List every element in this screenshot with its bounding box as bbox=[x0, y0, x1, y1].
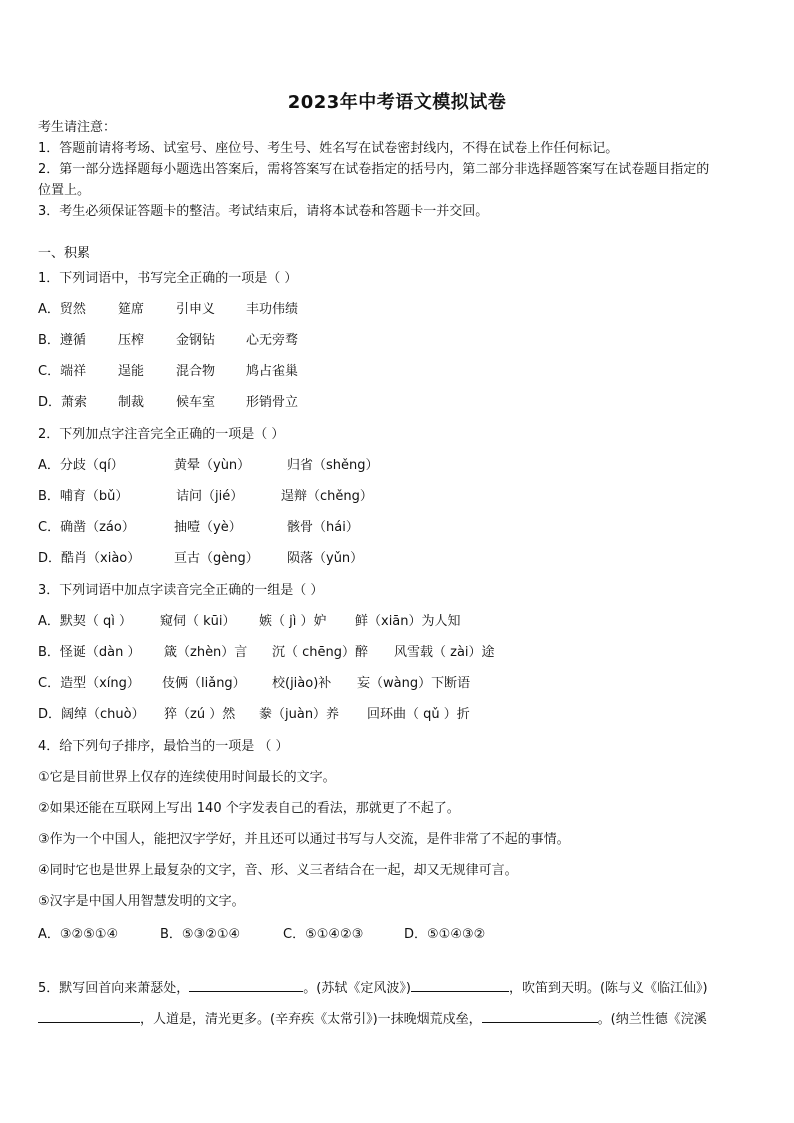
option-item: 诘问（jié） bbox=[176, 489, 244, 504]
option-item: A．分歧（qí） bbox=[38, 458, 124, 473]
notice-item: 1．答题前请将考场、试室号、座位号、考生号、姓名写在试卷密封线内，不得在试卷上作任何标记。 bbox=[38, 141, 619, 156]
option-word: 混合物 bbox=[176, 364, 216, 379]
q5-text: 。(纳兰性德《浣溪 bbox=[597, 1012, 707, 1027]
answer-blank[interactable] bbox=[411, 979, 509, 992]
option-word: 候车室 bbox=[176, 395, 216, 410]
notice-item: 2．第一部分选择题每小题选出答案后，需将答案写在试卷指定的括号内，第二部分非选择题答案写在试卷题目指定的 bbox=[38, 162, 710, 177]
notice-item: 位置上。 bbox=[38, 183, 91, 198]
option-item: D．酷肖（xiào） bbox=[38, 551, 141, 566]
option-item: 逞辩（chěng） bbox=[281, 489, 373, 504]
option-item: 妄（wàng）下断语 bbox=[357, 676, 471, 691]
notice-item: 3．考生必须保证答题卡的整洁。考试结束后，请将本试卷和答题卡一并交回。 bbox=[38, 204, 489, 219]
section-heading: 一、积累 bbox=[38, 246, 91, 261]
option-item: 豢（juàn）养 bbox=[259, 707, 340, 722]
page-title: 2023年中考语文模拟试卷 bbox=[287, 92, 507, 113]
option-item: 猝（zú ）然 bbox=[164, 707, 236, 722]
option-item: 箴（zhèn）言 bbox=[164, 645, 248, 660]
option-label: C．端祥 bbox=[38, 364, 87, 379]
option-word: 形销骨立 bbox=[246, 395, 299, 410]
q5-text: ，吹笛到天明。(陈与义《临江仙》) bbox=[508, 981, 708, 996]
option-item: 亘古（gèng） bbox=[174, 551, 259, 566]
option-item: C．造型（xíng） bbox=[38, 676, 140, 691]
question-1-stem: 1．下列词语中，书写完全正确的一项是（ ） bbox=[38, 271, 298, 286]
option-label: A．贸然 bbox=[38, 302, 86, 317]
q5-text: 5．默写回首向来萧瑟处， bbox=[38, 981, 190, 996]
option-item: 回环曲（ qǔ ）折 bbox=[367, 707, 470, 722]
option-item: 黄晕（yùn） bbox=[174, 458, 251, 473]
option-word: 逞能 bbox=[118, 364, 145, 379]
option-word: 压榨 bbox=[118, 333, 145, 348]
sentence-item: ②如果还能在互联网上写出 140 个字发表自己的看法，那就更了不起了。 bbox=[38, 801, 460, 816]
sentence-item: ③作为一个中国人，能把汉字学好，并且还可以通过书写与人交流，是件非常了不起的事情。 bbox=[38, 832, 570, 847]
option-item: 伎俩（liǎng） bbox=[162, 676, 246, 691]
option-item: B．哺育（bǔ） bbox=[38, 489, 129, 504]
option-item: D．阔绰（chuò） bbox=[38, 707, 145, 722]
q5-text: 。(苏轼《定风波》) bbox=[303, 981, 411, 996]
answer-blank[interactable] bbox=[189, 979, 303, 992]
option-item: 窥伺（ kūi） bbox=[160, 614, 236, 629]
option-item: 陨落（yǔn） bbox=[287, 551, 364, 566]
sentence-item: ⑤汉字是中国人用智慧发明的文字。 bbox=[38, 894, 245, 909]
option-item: 校(jiào)补 bbox=[272, 676, 332, 691]
option-item: 抽噎（yè） bbox=[174, 520, 242, 535]
option-item: B．⑤③②①④ bbox=[160, 927, 241, 942]
option-word: 引申义 bbox=[176, 302, 216, 317]
option-item: C．确凿（záo） bbox=[38, 520, 135, 535]
question-5-line-1 bbox=[38, 979, 708, 997]
option-item: 沉（ chēng）醉 bbox=[272, 645, 369, 660]
option-item: B．怪诞（dàn ） bbox=[38, 645, 141, 660]
option-item: C．⑤①④②③ bbox=[283, 927, 364, 942]
option-label: D．萧索 bbox=[38, 395, 88, 410]
sentence-item: ①它是目前世界上仅存的连续使用时间最长的文字。 bbox=[38, 770, 336, 785]
answer-blank[interactable] bbox=[38, 1010, 140, 1023]
option-item: 嫉（ jì ）妒 bbox=[259, 614, 327, 629]
option-item: A．③②⑤①④ bbox=[38, 927, 119, 942]
question-5-line-2 bbox=[38, 1010, 707, 1028]
option-item: A．默契（ qì ） bbox=[38, 614, 133, 629]
sentence-item: ④同时它也是世界上最复杂的文字，音、形、义三者结合在一起，却又无规律可言。 bbox=[38, 863, 518, 878]
option-item: 鲜（xiān）为人知 bbox=[355, 614, 461, 629]
option-item: 骸骨（hái） bbox=[287, 520, 359, 535]
option-item: 归省（shěng） bbox=[287, 458, 379, 473]
option-word: 心无旁骛 bbox=[246, 333, 299, 348]
notice-heading: 考生请注意： bbox=[38, 120, 117, 135]
option-label: B．遵循 bbox=[38, 333, 86, 348]
question-3-stem: 3．下列词语中加点字读音完全正确的一组是（ ） bbox=[38, 583, 324, 598]
question-4-stem: 4．给下列句子排序，最恰当的一项是 （ ） bbox=[38, 739, 289, 754]
option-word: 丰功伟绩 bbox=[246, 302, 299, 317]
option-word: 制裁 bbox=[118, 395, 145, 410]
answer-blank[interactable] bbox=[482, 1010, 598, 1023]
option-word: 金钢钻 bbox=[176, 333, 216, 348]
option-word: 鸠占雀巢 bbox=[246, 364, 299, 379]
q5-text: ，人道是，清光更多。(辛弃疾《太常引》)一抹晚烟荒戍垒， bbox=[140, 1012, 482, 1027]
option-word: 筵席 bbox=[118, 302, 145, 317]
option-item: 风雪载（ zài）途 bbox=[394, 645, 495, 660]
option-item: D．⑤①④③② bbox=[404, 927, 486, 942]
question-2-stem: 2．下列加点字注音完全正确的一项是（ ） bbox=[38, 427, 285, 442]
